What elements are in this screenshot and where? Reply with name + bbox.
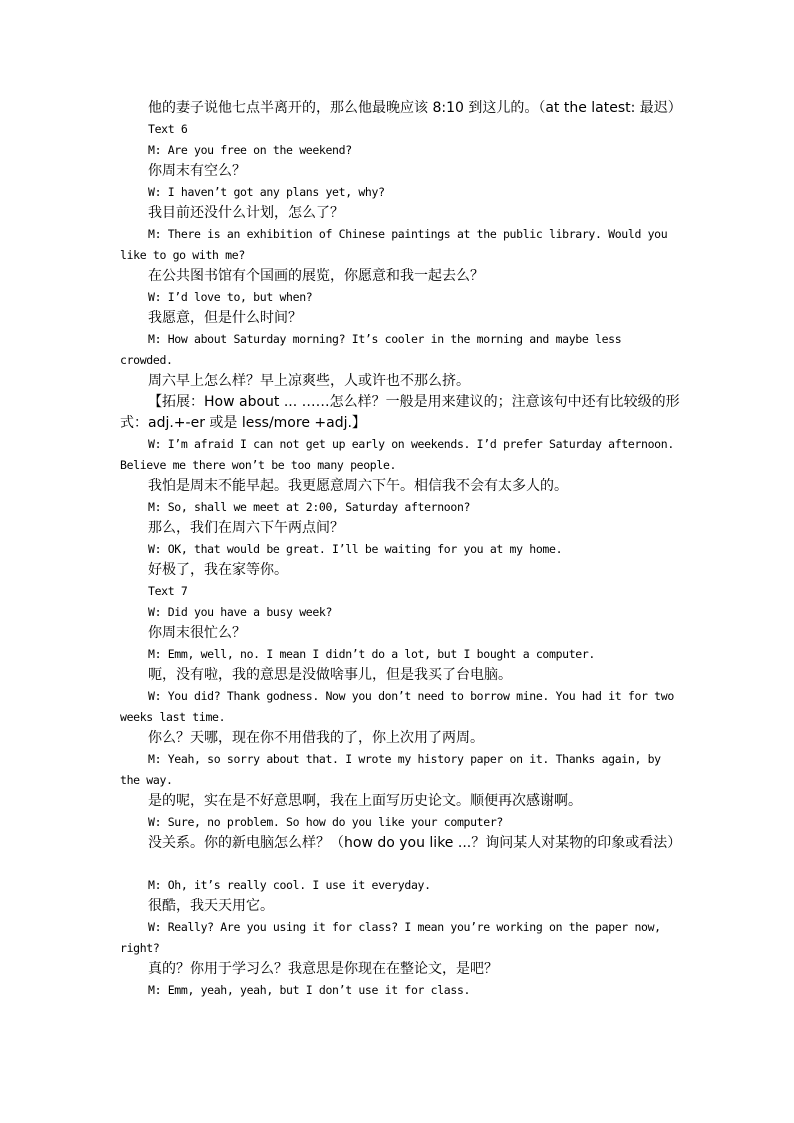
translation-line: 周六早上怎么样？早上凉爽些，人或许也不那么挤。	[148, 373, 470, 389]
dialogue-line: M: How about Saturday morning? It’s cooler in the morning and maybe less crowded.	[120, 332, 622, 367]
translation-line: 你周末有空么？	[148, 163, 246, 179]
translation-line: 你周末很忙么？	[148, 625, 246, 641]
dialogue-line: W: I’m afraid I can not get up early on weekends. I’d prefer Saturday afternoon. Believe me there won’t be too many people.	[120, 437, 674, 472]
grammar-note: 【拓展：How about ... ……怎么样？一般是用来建议的；注意该句中还有比较级的形式：adj.+-er 或是 less/more +adj.】	[120, 394, 680, 431]
section-heading: Text 6	[148, 122, 188, 136]
dialogue-line: W: Really? Are you using it for class? I mean you’re working on the paper now, right?	[120, 920, 661, 955]
dialogue-line: W: Sure, no problem. So how do you like your computer?	[148, 815, 503, 829]
dialogue-line: W: I haven’t got any plans yet, why?	[148, 185, 385, 199]
dialogue-line: W: I’d love to, but when?	[148, 290, 313, 304]
translation-line: 很酷，我天天用它。	[148, 898, 274, 914]
translation-line: 我愿意，但是什么时间？	[148, 310, 302, 326]
dialogue-line: M: Emm, yeah, yeah, but I don’t use it for class.	[148, 983, 471, 997]
dialogue-transcript	[120, 98, 680, 1001]
translation-line: 那么，我们在周六下午两点间？	[148, 520, 344, 536]
translation-line: 在公共图书馆有个国画的展览，你愿意和我一起去么？	[148, 268, 484, 284]
dialogue-line: W: Did you have a busy week?	[148, 605, 333, 619]
translation-line: 呃，没有啦，我的意思是没做啥事儿，但是我买了台电脑。	[148, 667, 512, 683]
blank-line	[120, 854, 680, 875]
dialogue-line: M: Yeah, so sorry about that. I wrote my history paper on it. Thanks again, by the way.	[120, 752, 661, 787]
translation-line: 他的妻子说他七点半离开的，那么他最晚应该 8:10 到这儿的。（at the latest: 最迟）	[148, 100, 682, 116]
dialogue-line: W: You did? Thank godness. Now you don’t need to borrow mine. You had it for two weeks last time.	[120, 689, 674, 724]
dialogue-line: W: OK, that would be great. I’ll be waiting for you at my home.	[148, 542, 563, 556]
translation-line: 好极了，我在家等你。	[148, 562, 288, 578]
translation-line: 我目前还没什么计划，怎么了？	[148, 205, 344, 221]
translation-line: 没关系。你的新电脑怎么样？（how do you like ...？询问某人对某物的印象或看法）	[148, 835, 682, 851]
section-heading: Text 7	[148, 584, 188, 598]
translation-line: 你么？天哪，现在你不用借我的了，你上次用了两周。	[148, 730, 484, 746]
dialogue-line: M: Oh, it’s really cool. I use it everyday.	[148, 878, 431, 892]
translation-line: 我怕是周末不能早起。我更愿意周六下午。相信我不会有太多人的。	[148, 478, 568, 494]
dialogue-line: M: Are you free on the weekend?	[148, 143, 352, 157]
dialogue-line: M: So, shall we meet at 2:00, Saturday afternoon?	[148, 500, 471, 514]
dialogue-line: M: Emm, well, no. I mean I didn’t do a lot, but I bought a computer.	[148, 647, 596, 661]
dialogue-line: M: There is an exhibition of Chinese paintings at the public library. Would you like to go with me?	[120, 227, 668, 262]
translation-line: 是的呢，实在是不好意思啊，我在上面写历史论文。顺便再次感谢啊。	[148, 793, 582, 809]
translation-line: 真的？你用于学习么？我意思是你现在在整论文，是吧？	[148, 961, 498, 977]
